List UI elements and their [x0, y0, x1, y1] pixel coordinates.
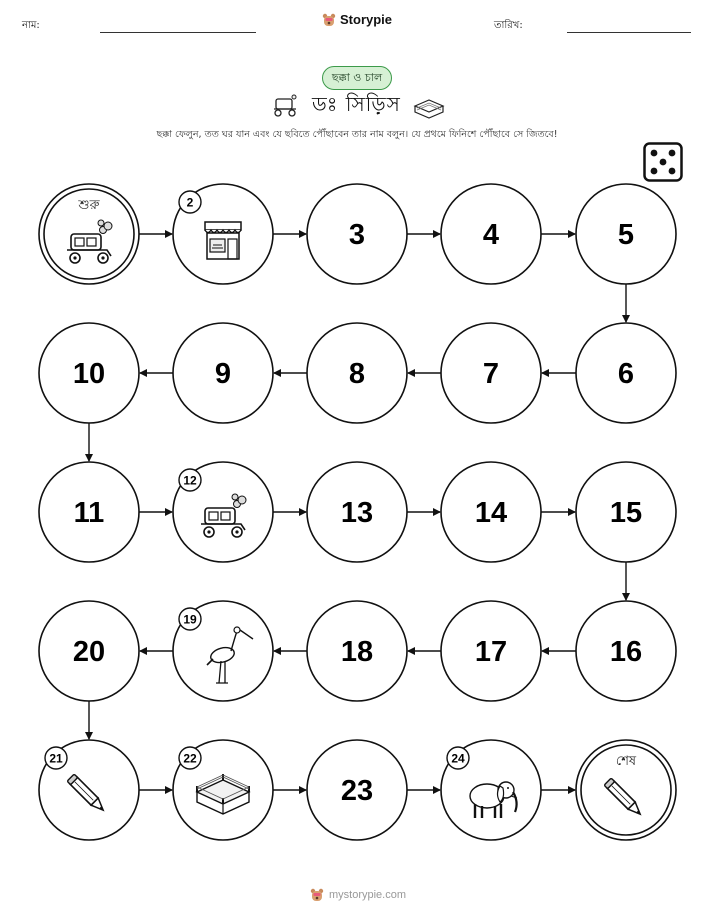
- cell-number: 17: [474, 636, 508, 668]
- cell-number: 7: [482, 358, 500, 390]
- cell-number: 18: [340, 636, 374, 668]
- date-label: তারিখ:: [494, 20, 523, 31]
- cell-number: 3: [348, 219, 366, 251]
- cell-number: 5: [617, 219, 635, 251]
- shop-icon: [205, 222, 241, 259]
- board-cell-17[interactable]: [441, 601, 541, 701]
- cell-badge-number: 19: [183, 612, 197, 627]
- board-cell-7[interactable]: [441, 323, 541, 423]
- cell-number: 20: [72, 636, 106, 668]
- instructions-text: ছক্কা ফেলুন, তত ঘর যান এবং যে ছবিতে পৌঁছাবেন তার নাম বলুন। যে প্রথমে ফিনিশে পৌঁছাবে সে জিতবে!: [156, 129, 558, 140]
- board-cell-18[interactable]: [307, 601, 407, 701]
- cell-number: 4: [482, 219, 500, 251]
- board-cell-6[interactable]: [576, 323, 676, 423]
- cell-badge-number: 21: [49, 751, 63, 766]
- brand-name: Storypie: [340, 12, 393, 27]
- board-cell-22[interactable]: [173, 740, 273, 840]
- cell-number: 10: [72, 358, 106, 390]
- board-cell-19[interactable]: [173, 601, 273, 701]
- board-cell-21[interactable]: [39, 740, 139, 840]
- board-cell-16[interactable]: [576, 601, 676, 701]
- cell-number: 13: [340, 497, 374, 529]
- cell-badge-number: 24: [451, 751, 465, 766]
- cell-badge-number: 2: [186, 195, 194, 210]
- board-cell-4[interactable]: [441, 184, 541, 284]
- footer: [310, 888, 406, 902]
- board-cell-20[interactable]: [39, 601, 139, 701]
- cell-badge-number: 22: [183, 751, 197, 766]
- board-cell-8[interactable]: [307, 323, 407, 423]
- board-cell-1[interactable]: [39, 184, 139, 284]
- start-label: শুরু: [78, 198, 100, 213]
- cell-number: 14: [474, 497, 508, 529]
- cell-number: 23: [340, 775, 374, 807]
- board-cell-10[interactable]: [39, 323, 139, 423]
- board-cell-13[interactable]: [307, 462, 407, 562]
- cell-number: 9: [214, 358, 232, 390]
- board-cell-5[interactable]: [576, 184, 676, 284]
- board-cell-2[interactable]: [173, 184, 273, 284]
- footer-url[interactable]: mystorypie.com: [329, 889, 407, 901]
- board-cell-23[interactable]: [307, 740, 407, 840]
- finish-label: শেষ: [615, 754, 637, 769]
- cell-number: 8: [348, 358, 366, 390]
- cell-number: 11: [73, 497, 105, 529]
- board-cell-24[interactable]: [441, 740, 541, 840]
- name-label: নাম:: [22, 20, 40, 31]
- board-cell-9[interactable]: [173, 323, 273, 423]
- page-title: ডঃ সিড়ি়স: [312, 92, 401, 116]
- category-badge: ছক্কা ও চাল: [322, 66, 392, 90]
- board-cell-12[interactable]: [173, 462, 273, 562]
- bear-logo-icon: [310, 888, 324, 902]
- cell-number: 15: [609, 497, 643, 529]
- cell-badge-number: 12: [183, 473, 197, 488]
- board-cell-15[interactable]: [576, 462, 676, 562]
- board-cell-14[interactable]: [441, 462, 541, 562]
- board-cell-3[interactable]: [307, 184, 407, 284]
- board-cell-11[interactable]: [39, 462, 139, 562]
- board-cell-25[interactable]: [576, 740, 676, 840]
- cell-number: 6: [617, 358, 635, 390]
- cell-number: 16: [609, 636, 643, 668]
